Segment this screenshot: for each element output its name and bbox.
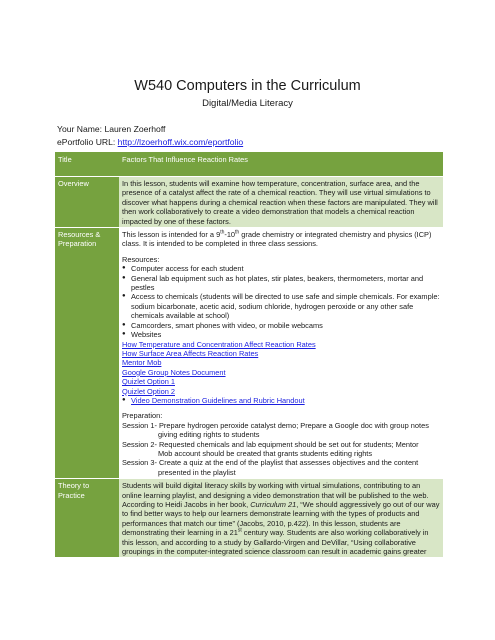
link-mentor-mob[interactable]: Mentor Mob — [122, 358, 162, 368]
link-google-group-notes[interactable]: Google Group Notes Document — [122, 367, 226, 377]
eportfolio-link[interactable]: http://lzoerhoff.wix.com/eportfolio — [117, 137, 244, 147]
session-3: Session 3- Create a quiz at the end of the playlist that assesses objectives and the content — [122, 458, 419, 468]
lesson-table — [55, 152, 443, 558]
overview-label: Overview — [55, 177, 119, 228]
name-value: Lauren Zoerhoff — [104, 124, 166, 134]
eportfolio-line — [57, 137, 243, 147]
table-row-resources — [55, 228, 443, 479]
link-temperature-concentration[interactable]: How Temperature and Concentration Affect Reaction Rates — [122, 339, 316, 349]
document-subtitle: Digital/Media Literacy — [202, 98, 293, 109]
table-row-title — [55, 152, 443, 177]
list-item — [122, 396, 440, 405]
link-video-guidelines[interactable]: Video Demonstration Guidelines and Rubric Handout — [131, 395, 305, 405]
grade-intro: This lesson is intended for a 9th-10th grade chemistry or integrated chemistry and physics (ICP) class. It is intended to be completed in three class sessions. — [122, 229, 432, 249]
table-row-theory — [55, 479, 443, 558]
book-title: Curriculum 21 — [250, 500, 297, 509]
table-row-overview — [55, 177, 443, 228]
author-line — [57, 124, 165, 134]
preparation-heading: Preparation: — [122, 411, 163, 421]
resources-heading: Resources: — [122, 254, 160, 264]
list-item: ● Camcorders, smart phones with video, or mobile webcams — [122, 321, 440, 330]
session-3-cont: presented in the playlist — [158, 467, 236, 477]
name-label: Your Name: — [57, 124, 105, 134]
session-1-cont: giving editing rights to students — [158, 430, 260, 440]
list-item: ● Access to chemicals (students will be directed to use safe and simple chemicals. For example: sodium bicarbonate, acetic acid, sodium chloride, hydrogen peroxide or any other safe chemicals available at school) — [122, 292, 440, 320]
document-title: W540 Computers in the Curriculum — [134, 78, 361, 94]
session-2: Session 2- Requested chemicals and lab equipment should be set out for students; Mentor — [122, 439, 419, 449]
resources-cell — [119, 228, 443, 479]
title-value: Factors That Influence Reaction Rates — [119, 152, 443, 177]
link-quizlet-1[interactable]: Quizlet Option 1 — [122, 377, 175, 387]
theory-text: Students will build digital literacy skills by working with virtual simulations, contributing to an online learning playlist, and designing a video demonstration that will be published to the web. According to Heidi Jacobs in her book, Curriculum 21, “We should aggressively go out of our way to find better ways to help our learners demonstrate learning with the types of products and performances that match our time” (Jacobs, 2010, p.422). In this lesson, students are demonstrating their learning in a 21st century way. Students are also working collaboratively in this lesson, and according to a study by Gallardo-Virgen and DeVillar, “Using collaborative groupings in the computer-integrated science classroom can result in academic gains greater — [119, 479, 443, 558]
list-item: ● Computer access for each student — [122, 264, 440, 273]
theory-label: Theory to Practice — [55, 479, 119, 558]
link-quizlet-2[interactable]: Quizlet Option 2 — [122, 386, 175, 396]
link-surface-area[interactable]: How Surface Area Affects Reaction Rates — [122, 348, 259, 358]
list-item: ● General lab equipment such as hot plates, stir plates, beakers, thermometers, mortar and pestles — [122, 274, 440, 293]
title-label: Title — [55, 152, 119, 177]
session-1: Session 1- Prepare hydrogen peroxide catalyst demo; Prepare a Google doc with group notes — [122, 420, 429, 430]
list-item: ● Websites — [122, 330, 440, 339]
url-label: ePortfolio URL: — [57, 137, 118, 147]
resources-label: Resources & Preparation — [55, 228, 119, 479]
session-2-cont: Mob account should be created that grants students editing rights — [158, 448, 373, 458]
overview-text: In this lesson, students will examine how temperature, concentration, surface area, and the presence of a catalyst affect the rate of a chemical reaction. They will use virtual simulations to discover what happens during a chemical reaction when these factors are manipulated. They will then work collaboratively to create a video demonstration that models a chemical reaction impacted by one of these factors. — [119, 177, 443, 228]
